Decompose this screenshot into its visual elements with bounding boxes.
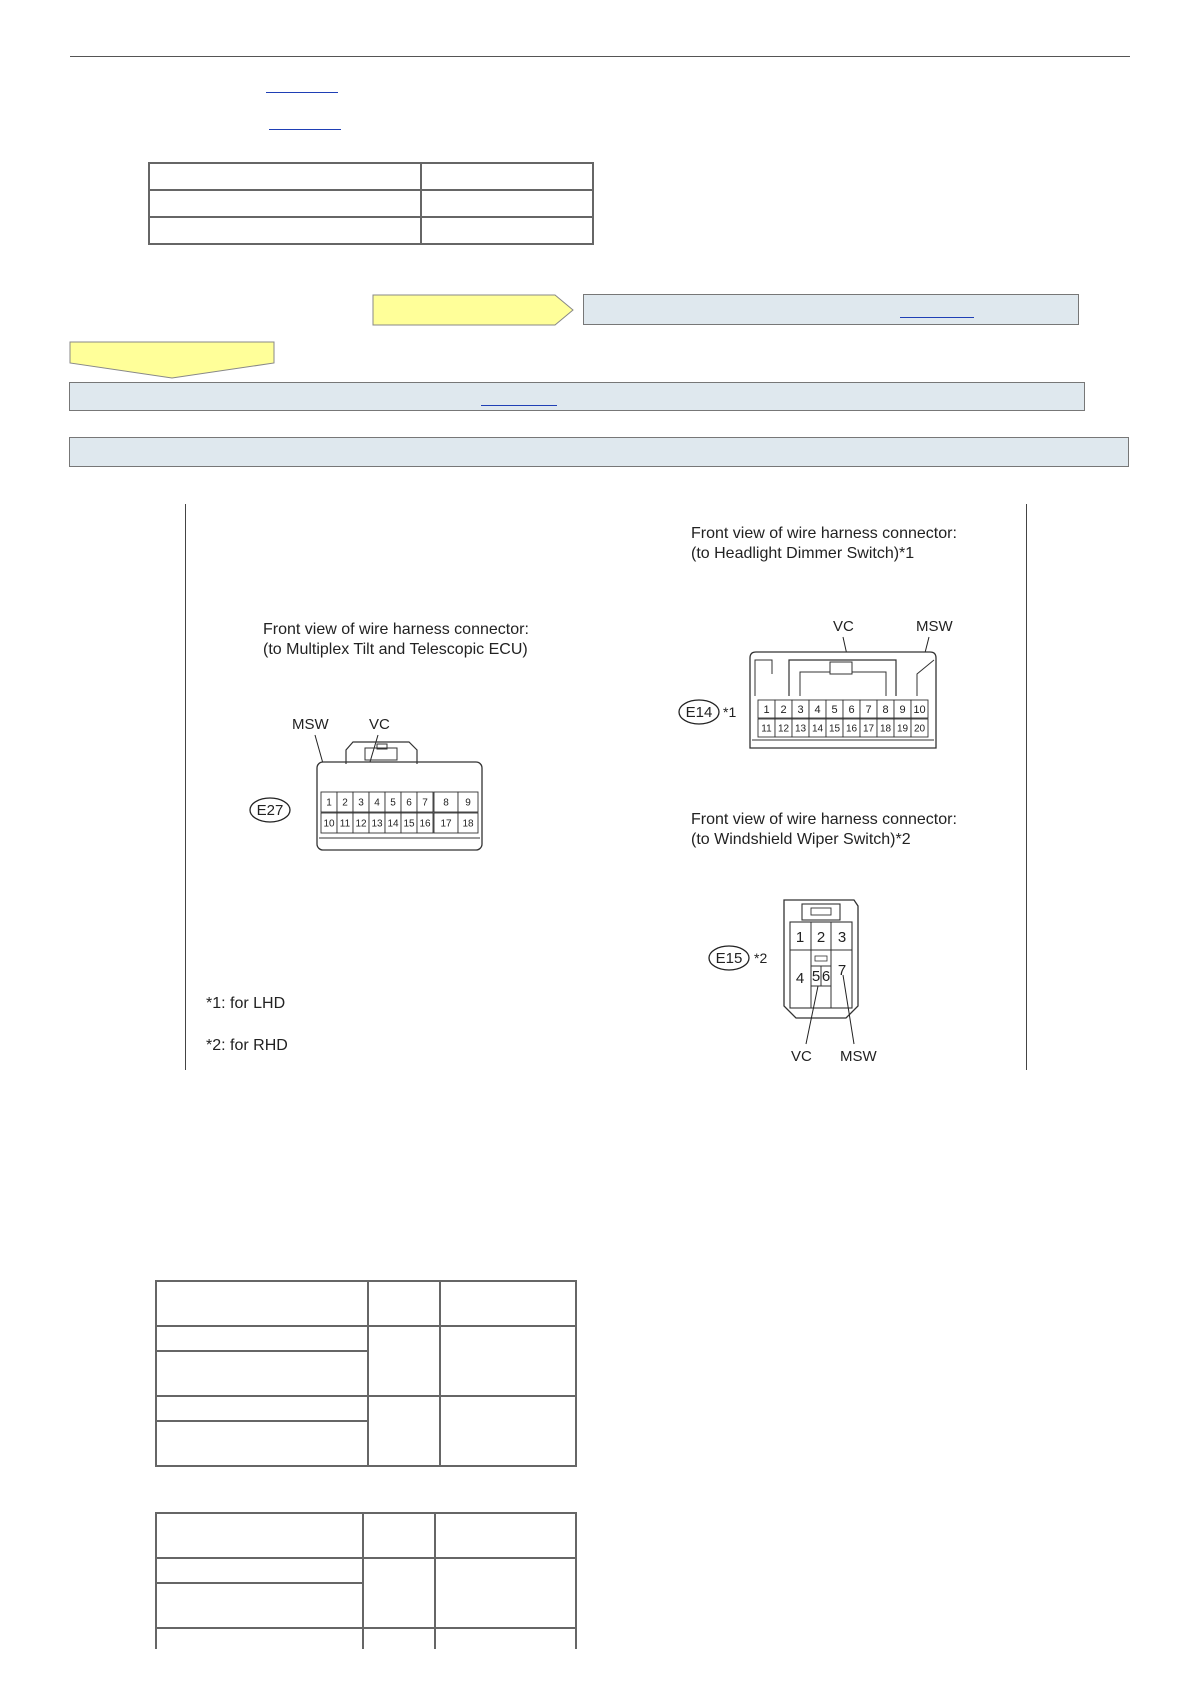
table-cell (368, 1281, 440, 1326)
ng-action-link[interactable] (900, 317, 974, 318)
e15-pin-1: 1 (795, 929, 805, 946)
e27-pin-16: 16 (419, 818, 431, 830)
table-cell (156, 1351, 368, 1396)
footnote-rhd: *2: for RHD (206, 1037, 288, 1054)
e14-pin-11: 11 (761, 723, 772, 735)
e15-title-line2: (to Windshield Wiper Switch)*2 (691, 831, 911, 848)
e15-pin-7: 7 (837, 962, 847, 979)
e14-pin-3: 3 (797, 703, 804, 716)
e27-pin-14: 14 (387, 818, 399, 830)
e27-pin-17: 17 (440, 818, 452, 830)
table-cell (156, 1396, 368, 1421)
e27-pin-10: 10 (323, 818, 335, 830)
e14-pin-13: 13 (794, 723, 807, 735)
e14-note-mark: *1 (723, 704, 737, 720)
connector-figure (185, 504, 1027, 1070)
standard-resistance-table-2 (155, 1512, 577, 1649)
header-rule (70, 56, 1130, 57)
e15-pin-2: 2 (816, 929, 826, 946)
e27-pin-13: 13 (371, 818, 383, 830)
standard-resistance-table-1 (155, 1280, 577, 1467)
table-cell (440, 1326, 576, 1396)
e15-pin-3: 3 (837, 929, 847, 946)
e15-pin-6: 6 (821, 968, 831, 985)
e14-pin-15: 15 (828, 723, 841, 735)
e15-vc-label: VC (791, 1048, 812, 1065)
e14-pin-18: 18 (879, 723, 892, 735)
table-cell (421, 217, 593, 244)
table-cell (435, 1558, 576, 1628)
e14-pin-6: 6 (848, 703, 855, 716)
table-cell (421, 163, 593, 190)
e14-pin-19: 19 (896, 723, 909, 735)
e27-title-line2: (to Multiplex Tilt and Telescopic ECU) (263, 641, 528, 658)
e27-pin-2: 2 (342, 797, 348, 809)
e27-pin-18: 18 (462, 818, 474, 830)
table-cell (435, 1628, 576, 1649)
e27-pin-1: 1 (326, 797, 332, 809)
reference-link-1[interactable] (266, 92, 338, 93)
e27-pin-15: 15 (403, 818, 415, 830)
e14-msw-label: MSW (916, 618, 953, 635)
section-header-bar (69, 437, 1129, 467)
e27-pin-6: 6 (406, 797, 412, 809)
e15-code: E15 (715, 950, 743, 967)
table-cell (149, 163, 421, 190)
e27-pin-9: 9 (465, 797, 471, 809)
e15-pin-5: 5 (811, 968, 821, 985)
e15-connector (706, 894, 936, 1069)
table-cell (156, 1583, 363, 1628)
e14-title-line1: Front view of wire harness connector: (691, 525, 957, 542)
table-cell (156, 1513, 363, 1558)
table-cell (156, 1281, 368, 1326)
e14-code: E14 (685, 704, 713, 721)
table-cell (156, 1628, 363, 1649)
e27-vc-label: VC (369, 716, 390, 733)
e14-pin-12: 12 (777, 723, 790, 735)
table-cell (149, 190, 421, 217)
result-table-top (148, 162, 594, 245)
e27-title-line1: Front view of wire harness connector: (263, 621, 529, 638)
e14-pin-8: 8 (882, 703, 889, 716)
e27-pin-12: 12 (355, 818, 367, 830)
e14-pin-2: 2 (780, 703, 787, 716)
e15-title-line1: Front view of wire harness connector: (691, 811, 957, 828)
table-cell (440, 1396, 576, 1466)
e27-pin-3: 3 (358, 797, 364, 809)
e14-title-line2: (to Headlight Dimmer Switch)*1 (691, 545, 915, 562)
e27-msw-label: MSW (292, 716, 329, 733)
e15-note-mark: *2 (754, 950, 768, 966)
ok-action-link[interactable] (481, 405, 557, 406)
e14-pin-7: 7 (865, 703, 872, 716)
table-cell (440, 1281, 576, 1326)
e14-pin-16: 16 (845, 723, 858, 735)
e14-pin-10: 10 (913, 703, 926, 716)
e14-pin-20: 20 (913, 723, 926, 735)
table-cell (156, 1558, 363, 1583)
e27-code: E27 (256, 802, 284, 819)
table-cell (435, 1513, 576, 1558)
table-cell (368, 1326, 440, 1396)
table-cell (421, 190, 593, 217)
e27-pin-7: 7 (422, 797, 428, 809)
footnote-lhd: *1: for LHD (206, 995, 286, 1012)
table-cell (156, 1421, 368, 1466)
e14-pin-5: 5 (831, 703, 838, 716)
e15-pin-4: 4 (795, 970, 805, 987)
e14-pin-9: 9 (899, 703, 906, 716)
table-cell (363, 1558, 435, 1628)
table-cell (363, 1513, 435, 1558)
e27-pin-11: 11 (339, 818, 351, 830)
table-cell (368, 1396, 440, 1466)
table-cell (149, 217, 421, 244)
ng-arrow (372, 294, 574, 326)
ng-action-bar (583, 294, 1079, 325)
e27-pin-5: 5 (390, 797, 396, 809)
e14-pin-17: 17 (862, 723, 875, 735)
e14-connector (676, 616, 976, 756)
reference-link-2[interactable] (269, 129, 341, 130)
e14-pin-1: 1 (763, 703, 770, 716)
e27-connector (241, 714, 511, 864)
e15-msw-label: MSW (840, 1048, 877, 1065)
e27-pin-8: 8 (443, 797, 449, 809)
table-cell (363, 1628, 435, 1649)
e27-pin-4: 4 (374, 797, 380, 809)
ok-action-bar (69, 382, 1085, 411)
standard-resistance-table-2-wrap (155, 1512, 579, 1649)
e14-pin-4: 4 (814, 703, 821, 716)
ok-arrow (69, 341, 275, 379)
e14-vc-label: VC (833, 618, 854, 635)
e14-pin-14: 14 (811, 723, 824, 735)
table-cell (156, 1326, 368, 1351)
